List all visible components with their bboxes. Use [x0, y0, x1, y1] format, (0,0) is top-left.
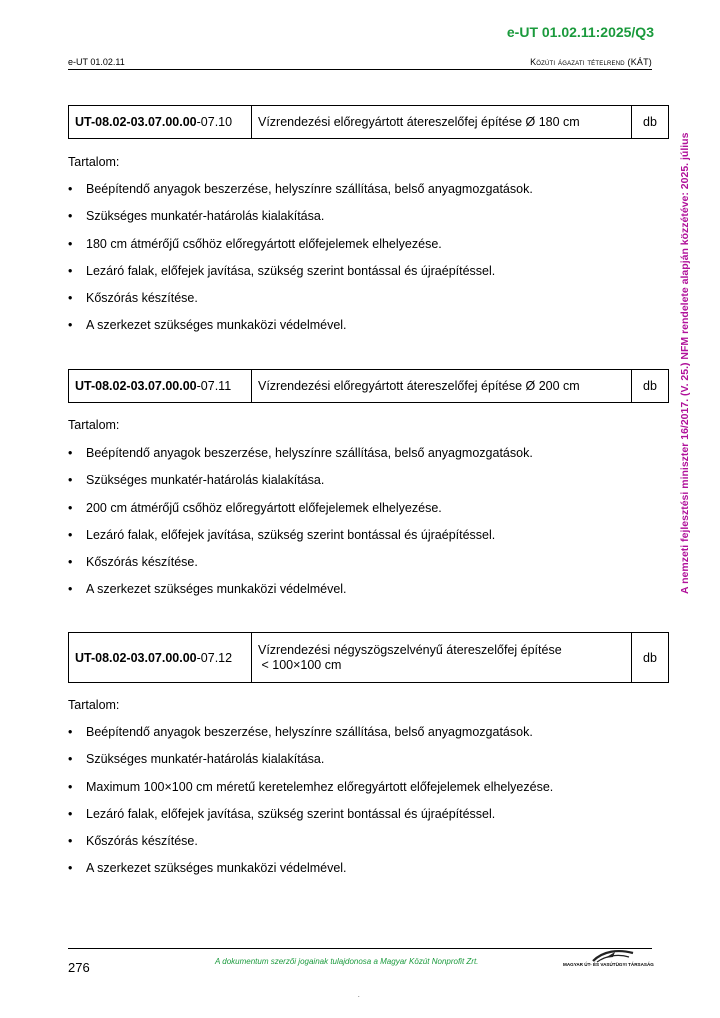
side-note: A nemzeti fejlesztési miniszter 16/2017. (V. 25.) NFM rendelete alapján közzétéve: 2025. július — [679, 132, 691, 594]
bullet-icon: • — [68, 500, 73, 515]
item-table-1 — [68, 105, 669, 139]
header-rule — [68, 69, 652, 70]
bullet-icon: • — [68, 806, 73, 821]
list-item: • Beépítendő anyagok beszerzése, helyszínre szállítása, belső anyagmozgatások. — [68, 725, 533, 739]
logo-text: MAGYAR ÚT- ÉS VASÚTÜGYI TÁRSASÁG — [563, 962, 654, 967]
list-item: • Maximum 100×100 cm méretű keretelemhez előregyártott előfejelemek elhelyezése. — [68, 779, 554, 794]
bullet-icon: • — [68, 834, 73, 849]
bullet-icon: • — [68, 861, 73, 876]
item-title: Vízrendezési előregyártott átereszelőfej építése Ø 180 cm — [252, 106, 632, 139]
list-item: • A szerkezet szükséges munkaközi védelmével. — [68, 318, 347, 333]
bullet-list-3 — [68, 725, 553, 889]
list-item: • 200 cm átmérőjű csőhöz előregyártott előfejelemek elhelyezése. — [68, 500, 442, 515]
content-label: Tartalom: — [68, 418, 120, 432]
bullet-icon: • — [68, 291, 73, 306]
list-item: • Kőszórás készítése. — [68, 555, 198, 570]
bullet-icon: • — [68, 209, 73, 224]
header-right-text: Közúti ágazati tételrend (KÁT) — [530, 57, 652, 67]
content-label: Tartalom: — [68, 698, 120, 712]
item-unit: db — [632, 106, 669, 139]
bullet-icon: • — [68, 582, 73, 597]
list-item: • Kőszórás készítése. — [68, 834, 198, 849]
bullet-icon: • — [68, 182, 73, 196]
list-item: • A szerkezet szükséges munkaközi védelmével. — [68, 861, 347, 876]
item-table-2 — [68, 369, 669, 403]
item-title: Vízrendezési négyszögszelvényű átereszelőfej építése < 100×100 cm — [252, 633, 632, 683]
list-item: • Szükséges munkatér-határolás kialakítása. — [68, 209, 325, 224]
bullet-icon: • — [68, 527, 73, 542]
item-code: UT-08.02-03.07.00.00-07.10 — [69, 106, 252, 139]
list-item: • Lezáró falak, előfejek javítása, szükség szerint bontással és újraépítéssel. — [68, 263, 496, 278]
item-unit: db — [632, 370, 669, 403]
bullet-icon: • — [68, 555, 73, 570]
bullet-icon: • — [68, 318, 73, 333]
item-title: Vízrendezési előregyártott átereszelőfej építése Ø 200 cm — [252, 370, 632, 403]
list-item: • Beépítendő anyagok beszerzése, helyszínre szállítása, belső anyagmozgatások. — [68, 446, 533, 460]
item-table-3 — [68, 632, 669, 683]
bullet-icon: • — [68, 263, 73, 278]
list-item: • Kőszórás készítése. — [68, 291, 198, 306]
bullet-icon: • — [68, 236, 73, 251]
list-item: • Szükséges munkatér-határolás kialakítása. — [68, 752, 325, 767]
document-code: e-UT 01.02.11:2025/Q3 — [506, 24, 654, 40]
list-item: • A szerkezet szükséges munkaközi védelmével. — [68, 582, 347, 597]
item-code: UT-08.02-03.07.00.00-07.11 — [69, 370, 252, 403]
bullet-icon: • — [68, 446, 73, 460]
stray-mark: . — [358, 993, 360, 999]
header-left: e-UT 01.02.11 — [68, 57, 125, 67]
bullet-list-2 — [68, 446, 533, 610]
list-item: • Beépítendő anyagok beszerzése, helyszínre szállítása, belső anyagmozgatások. — [68, 182, 533, 196]
list-item: • Szükséges munkatér-határolás kialakítása. — [68, 473, 325, 488]
bullet-icon: • — [68, 473, 73, 488]
copyright-notice: A dokumentum szerzői jogainak tulajdonosa a Magyar Közút Nonprofit Zrt. — [215, 957, 479, 966]
logo-swoosh-icon — [563, 947, 655, 963]
content-label: Tartalom: — [68, 155, 120, 169]
bullet-icon: • — [68, 752, 73, 767]
item-unit: db — [632, 633, 669, 683]
item-code: UT-08.02-03.07.00.00-07.12 — [69, 633, 252, 683]
bullet-list-1 — [68, 182, 533, 346]
bullet-icon: • — [68, 725, 73, 739]
list-item: • 180 cm átmérőjű csőhöz előregyártott előfejelemek elhelyezése. — [68, 236, 442, 251]
list-item: • Lezáró falak, előfejek javítása, szükség szerint bontással és újraépítéssel. — [68, 527, 496, 542]
company-logo — [563, 947, 655, 971]
bullet-icon: • — [68, 779, 73, 794]
list-item: • Lezáró falak, előfejek javítása, szükség szerint bontással és újraépítéssel. — [68, 806, 496, 821]
page-number: 276 — [68, 960, 90, 975]
header-right — [530, 57, 652, 67]
